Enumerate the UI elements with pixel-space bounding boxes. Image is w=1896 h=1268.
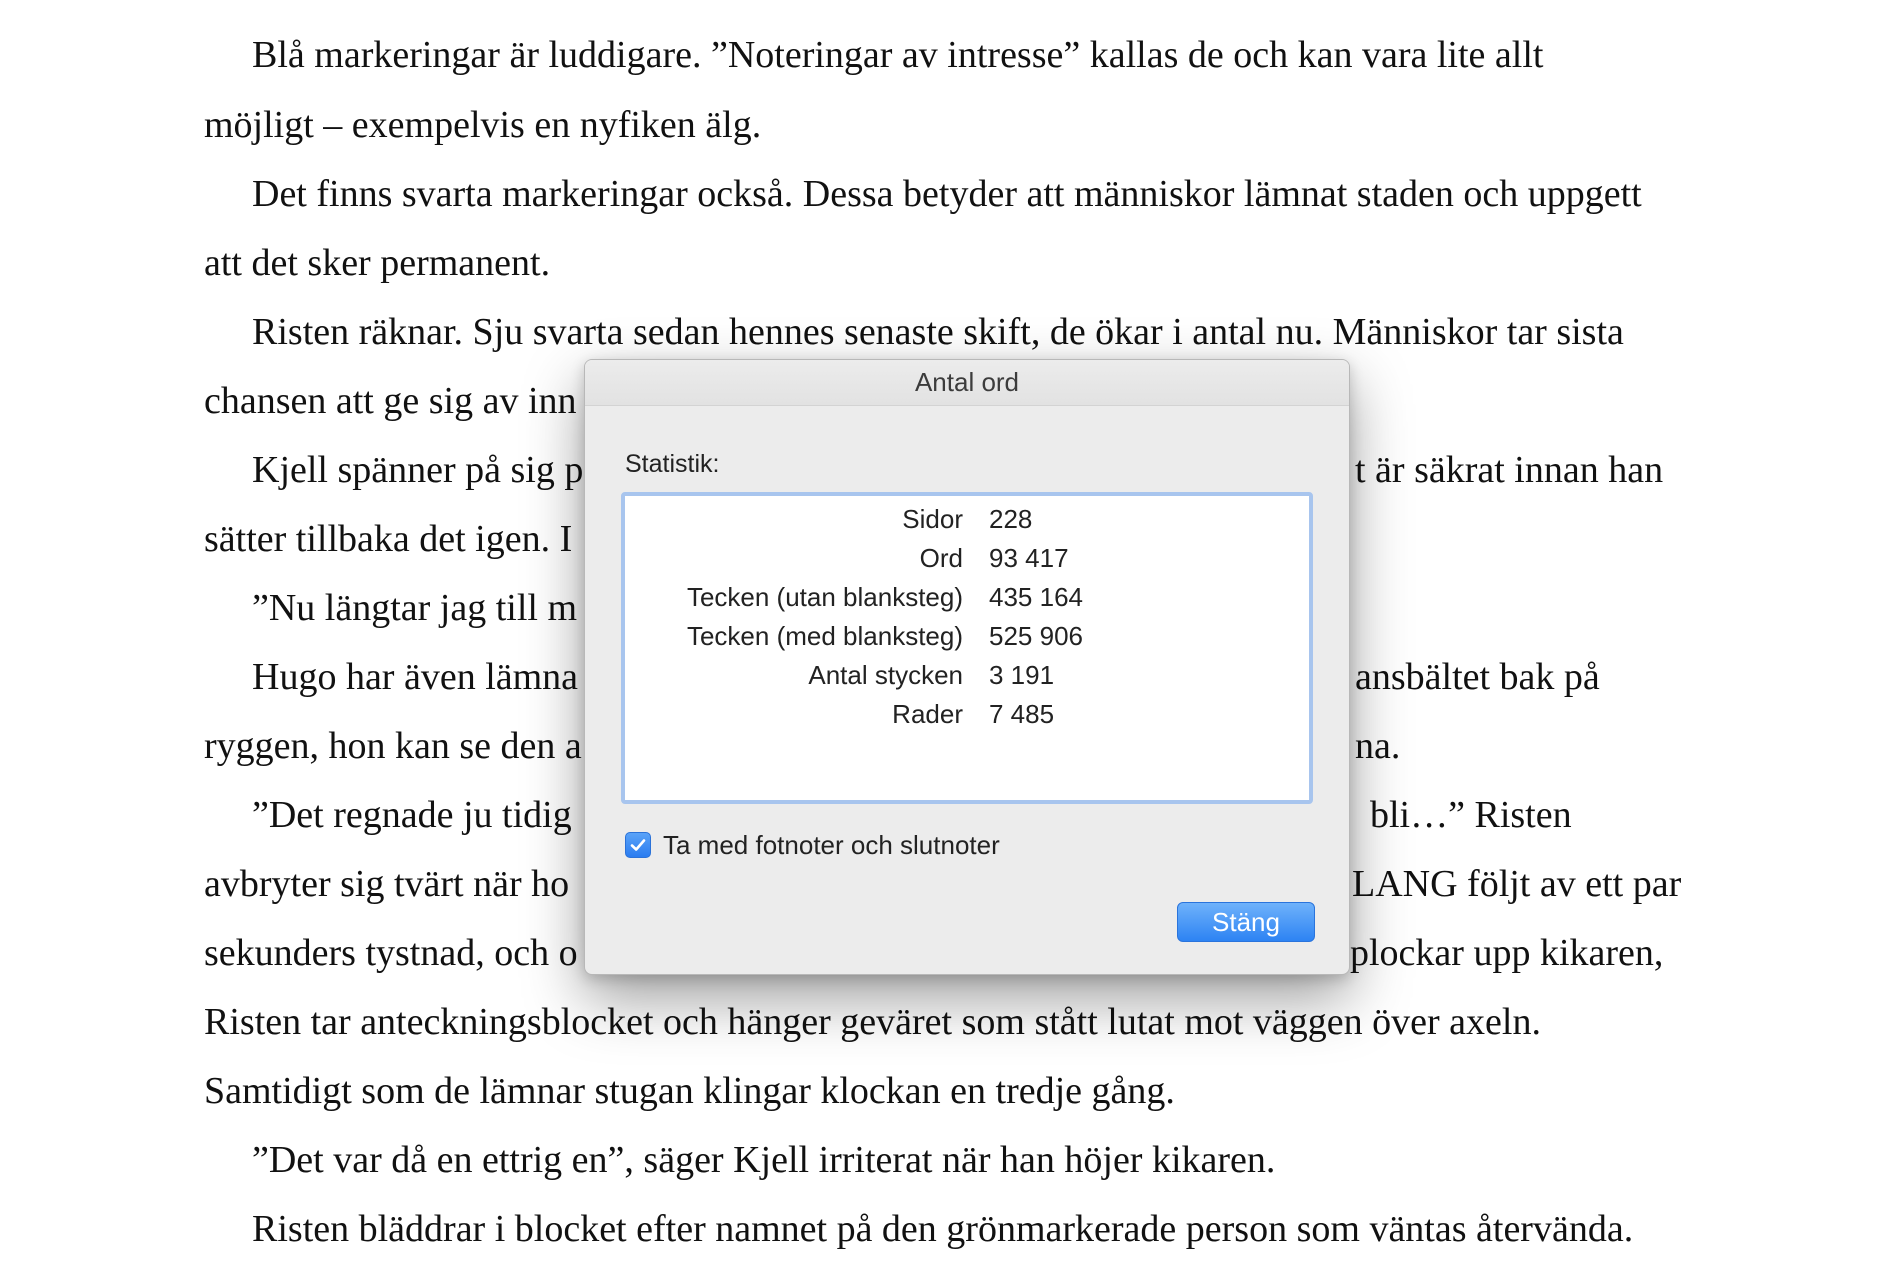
document-line: Det finns svarta markeringar också. Dessa betyder att människor lämnat staden och uppgett [252,173,1642,215]
document-line: LANG följt av ett par [1352,863,1682,905]
stat-value: 93 417 [989,543,1069,573]
document-line: ansbältet bak på [1355,656,1600,698]
document-line: plockar upp kikaren, [1350,932,1664,974]
document-line: att det sker permanent. [204,242,551,284]
dialog-title: Antal ord [585,360,1349,406]
document-line: chansen att ge sig av inn [204,380,577,422]
document-line: sätter tillbaka det igen. I [204,518,573,560]
stat-row-pages [625,504,1309,542]
stat-value: 228 [989,504,1033,534]
stat-label: Ord [919,543,963,573]
document-line: Risten räknar. Sju svarta sedan hennes senaste skift, de ökar i antal nu. Människor tar sista [252,311,1624,353]
document-line: möjligt – exempelvis en nyfiken älg. [204,104,762,146]
stat-row-paragraphs [625,660,1309,698]
document-line: Kjell spänner på sig p [252,449,584,491]
stat-value: 3 191 [989,660,1055,690]
close-button[interactable]: Stäng [1177,902,1315,942]
document-line: ryggen, hon kan se den a [204,725,582,767]
stat-value: 525 906 [989,621,1083,651]
word-count-dialog [584,359,1350,975]
document-line: ”Det regnade ju tidig [252,794,572,836]
document-line: ”Det var då en ettrig en”, säger Kjell irriterat när han höjer kikaren. [252,1139,1276,1181]
stat-label: Antal stycken [808,660,963,690]
document-line: bli…” Risten [1370,794,1572,836]
stat-label: Rader [892,699,963,729]
stat-row-chars-with-spaces [625,621,1309,659]
stat-row-chars-no-spaces [625,582,1309,620]
stats-heading: Statistik: [625,450,720,478]
document-line: sekunders tystnad, och o [204,932,578,974]
stat-row-lines [625,699,1309,737]
document-line: Blå markeringar är luddigare. ”Noteringar av intresse” kallas de och kan vara lite allt [252,34,1544,76]
document-line: t är säkrat innan han [1355,449,1664,491]
stat-row-words [625,543,1309,581]
document-line: Hugo har även lämna [252,656,579,698]
document-line: avbryter sig tvärt när ho [204,863,570,905]
stat-label: Tecken (med blanksteg) [686,621,963,651]
document-line: Samtidigt som de lämnar stugan klingar klockan en tredje gång. [204,1070,1175,1112]
stat-label: Sidor [902,504,963,534]
stats-box[interactable] [621,492,1313,804]
checkmark-icon [629,836,647,854]
document-line: Risten tar anteckningsblocket och hänger geväret som stått lutat mot väggen över axeln. [204,1001,1541,1043]
document-line: ”Nu längtar jag till m [252,587,578,629]
include-notes-checkbox[interactable] [625,832,651,858]
stat-value: 7 485 [989,699,1055,729]
stat-value: 435 164 [989,582,1083,612]
document-line: Risten bläddrar i blocket efter namnet på den grönmarkerade person som väntas återvända. [252,1208,1634,1250]
document-line: na. [1355,725,1401,767]
include-notes-label[interactable]: Ta med fotnoter och slutnoter [663,830,1000,860]
stat-label: Tecken (utan blanksteg) [686,582,963,612]
